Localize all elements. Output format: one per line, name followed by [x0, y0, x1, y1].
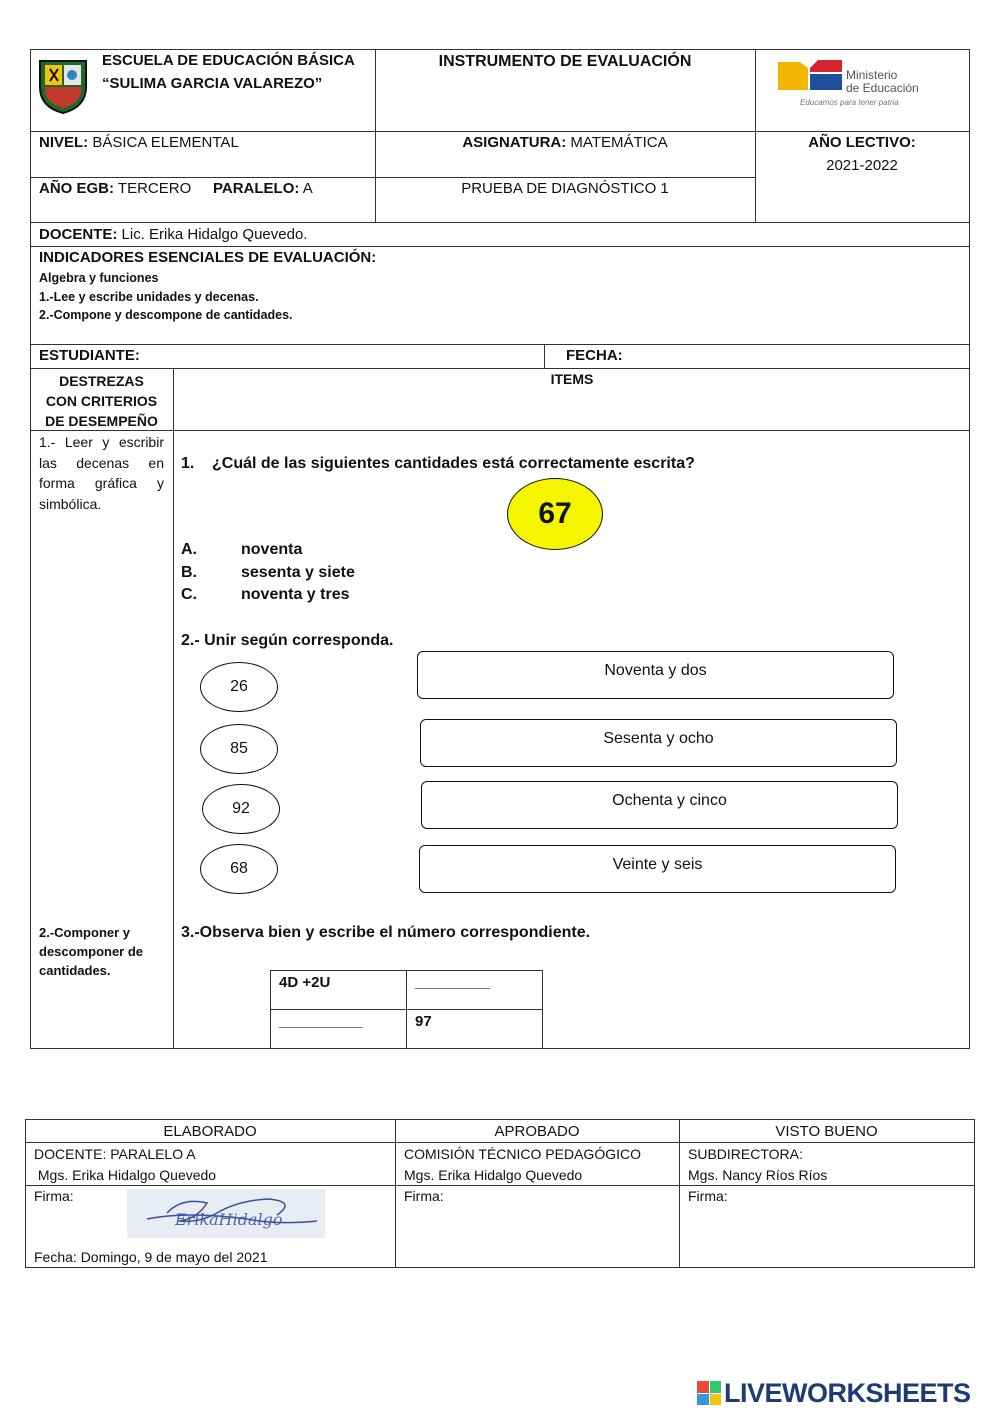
ano-lectivo-label: AÑO LECTIVO: [808, 134, 916, 151]
q1-number: 1. [181, 455, 195, 472]
footer-visto-bueno: VISTO BUENO [775, 1123, 878, 1140]
footer-c3-line1: SUBDIRECTORA: [688, 1146, 803, 1162]
ano-egb-value: TERCERO [117, 180, 192, 197]
paralelo-value: A [302, 180, 313, 197]
q3-title: 3.-Observa bien y escribe el número correspondiente. [181, 924, 591, 941]
q2-number: 68 [230, 860, 248, 877]
footer-c1-line1: DOCENTE: PARALELO A [34, 1146, 196, 1162]
q1-badge [507, 478, 603, 550]
docente-field [39, 226, 307, 243]
fecha-label: FECHA: [566, 347, 623, 364]
instrument-title: INSTRUMENTO DE EVALUACIÓN [438, 53, 692, 70]
q2-word-box[interactable] [417, 651, 894, 699]
footer-fecha: Fecha: Domingo, 9 de mayo del 2021 [34, 1249, 268, 1265]
q3-answer-1[interactable]: _________ [415, 974, 491, 991]
indicadores-title: INDICADORES ESENCIALES DE EVALUACIÓN: [39, 249, 377, 266]
footer-firma-3: Firma: [688, 1188, 728, 1204]
ministry-slogan: Educamos para tener patria [800, 98, 899, 107]
q2-word-box[interactable] [420, 719, 897, 767]
q1-option-letter: A. [181, 541, 197, 558]
q2-number: 85 [230, 740, 248, 757]
q2-number-oval[interactable] [200, 662, 278, 712]
asignatura-label: ASIGNATURA: [462, 134, 567, 151]
nivel-label: NIVEL: [39, 134, 89, 151]
q1-option-letter: C. [181, 586, 197, 603]
q2-number-oval[interactable] [202, 784, 280, 834]
q2-number-oval[interactable] [200, 844, 278, 894]
indicador-item: 2.-Compone y descompone de cantidades. [39, 308, 293, 322]
asignatura-field [375, 134, 755, 151]
indicador-item: Algebra y funciones [39, 271, 159, 285]
school-name-line2: “SULIMA GARCIA VALAREZO” [102, 75, 323, 92]
q3-cell[interactable] [270, 1009, 407, 1049]
footer-aprobado: APROBADO [494, 1123, 580, 1140]
destrezas-header [30, 371, 173, 431]
ministry-line2: de Educación [846, 81, 919, 95]
estudiante-label: ESTUDIANTE: [39, 347, 140, 364]
q3-answer-2[interactable]: __________ [279, 1013, 363, 1030]
school-logo [36, 55, 90, 115]
q1-question: ¿Cuál de las siguientes cantidades está correctamente escrita? [212, 455, 695, 472]
indicador-item: 1.-Lee y escribe unidades y decenas. [39, 290, 259, 304]
destreza-1: 1.- Leer y escribir las decenas en forma gráfica y simbólica. [39, 434, 164, 512]
ministry-logo [778, 58, 953, 110]
docente-value: Lic. Erika Hidalgo Quevedo. [121, 226, 308, 243]
items-header: ITEMS [550, 371, 594, 387]
nivel-field [39, 134, 239, 151]
asignatura-value: MATEMÁTICA [570, 134, 668, 151]
paralelo-field [213, 180, 313, 197]
signature-text: ErikaHidalgo [175, 1210, 283, 1229]
footer-c2-line2: Mgs. Erika Hidalgo Quevedo [404, 1167, 583, 1183]
q2-word: Veinte y seis [612, 856, 703, 873]
ano-egb-field [39, 180, 191, 197]
q3-r2c2: 97 [415, 1013, 432, 1030]
q1-option-c[interactable]: noventa y tres [241, 586, 350, 603]
footer-firma-1: Firma: [34, 1188, 74, 1204]
q2-word: Sesenta y ocho [603, 730, 714, 747]
q1-option-a[interactable]: noventa [241, 541, 303, 558]
q2-title: 2.- Unir según corresponda. [181, 632, 394, 649]
school-name: ESCUELA DE EDUCACIÓN BÁSICA [102, 52, 355, 69]
nivel-value: BÁSICA ELEMENTAL [92, 134, 239, 151]
footer-c2-line1: COMISIÓN TÉCNICO PEDAGÓGICO [404, 1146, 641, 1162]
paralelo-label: PARALELO: [213, 180, 300, 197]
q3-cell[interactable] [406, 970, 543, 1010]
destrezas-header-line: CON CRITERIOS [45, 393, 158, 409]
signature-image [127, 1189, 325, 1238]
footer-c1-line2: Mgs. Erika Hidalgo Quevedo [34, 1167, 217, 1183]
liveworksheets-text: LIVEWORKSHEETS [724, 1377, 971, 1408]
q1-option-letter: B. [181, 564, 197, 581]
destreza-2: 2.-Componer y descomponer de cantidades. [39, 925, 144, 978]
footer-elaborado: ELABORADO [163, 1123, 257, 1140]
docente-label: DOCENTE: [39, 226, 118, 243]
ano-egb-label: AÑO EGB: [39, 180, 114, 197]
liveworksheets-watermark [697, 1378, 971, 1408]
q3-cell [406, 1009, 543, 1049]
liveworksheets-icon [697, 1381, 721, 1405]
q2-number: 26 [230, 678, 248, 695]
q2-word-box[interactable] [419, 845, 896, 893]
q3-r1c1: 4D +2U [279, 974, 331, 991]
q2-word: Ochenta y cinco [612, 792, 727, 809]
q2-word: Noventa y dos [604, 662, 707, 679]
q1-option-b[interactable]: sesenta y siete [241, 564, 355, 581]
destrezas-header-line: DE DESEMPEÑO [45, 413, 158, 429]
q2-number: 92 [232, 800, 250, 817]
prueba-title: PRUEBA DE DIAGNÓSTICO 1 [461, 180, 669, 197]
q2-word-box[interactable] [421, 781, 898, 829]
footer-c3-line2: Mgs. Nancy Ríos Ríos [688, 1167, 828, 1183]
destrezas-header-line: DESTREZAS [59, 373, 144, 389]
q3-cell [270, 970, 407, 1010]
ministry-line1: Ministerio [846, 68, 898, 82]
footer-firma-2: Firma: [404, 1188, 444, 1204]
ano-lectivo-value: 2021-2022 [826, 157, 898, 174]
q2-number-oval[interactable] [200, 724, 278, 774]
q1-badge-value: 67 [538, 497, 572, 530]
